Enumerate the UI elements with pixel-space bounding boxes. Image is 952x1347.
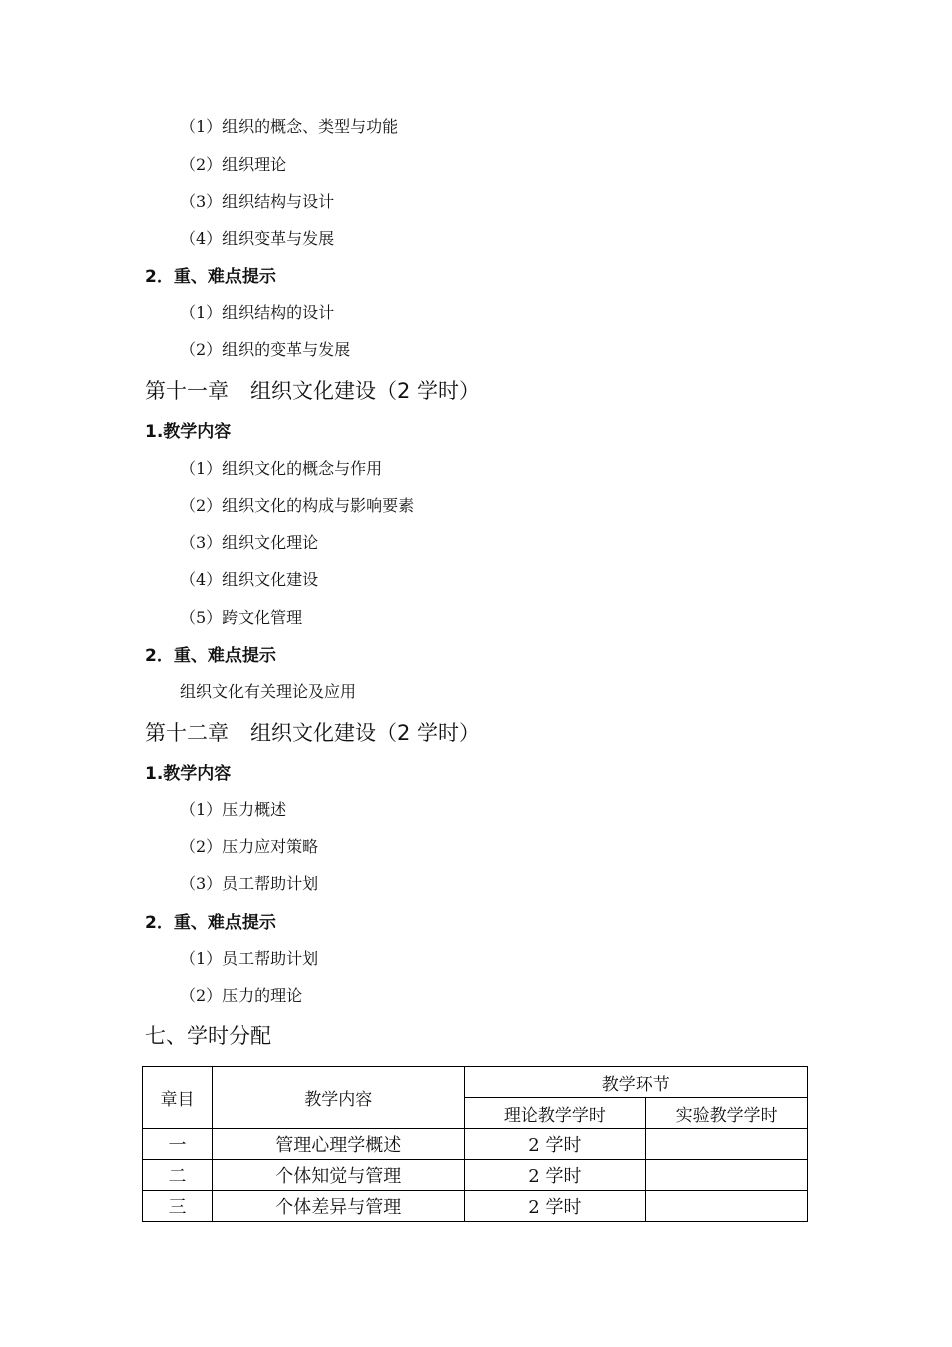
list-item: （1）组织结构的设计 — [180, 303, 335, 322]
section-heading: 1.教学内容 — [145, 422, 232, 442]
chapter-title: 第十一章 组织文化建设（2 学时） — [145, 379, 481, 403]
cell-content: 个体知觉与管理 — [212, 1160, 464, 1191]
section-heading: 2．重、难点提示 — [145, 913, 276, 933]
paragraph: 组织文化有关理论及应用 — [180, 682, 357, 701]
list-item: （2）组织的变革与发展 — [180, 340, 351, 359]
header-teaching-section: 教学环节 — [464, 1067, 808, 1098]
cell-chapter: 二 — [143, 1160, 213, 1191]
header-content: 教学内容 — [212, 1067, 464, 1129]
list-item: （2）压力的理论 — [180, 986, 303, 1005]
cell-chapter: 一 — [143, 1129, 213, 1160]
list-item: （2）组织文化的构成与影响要素 — [180, 496, 415, 515]
list-item: （4）组织文化建设 — [180, 570, 319, 589]
list-item: （1）压力概述 — [180, 800, 287, 819]
cell-chapter: 三 — [143, 1191, 213, 1222]
section-title: 七、学时分配 — [145, 1024, 271, 1048]
list-item: （2）组织理论 — [180, 155, 287, 174]
list-item: （1）组织的概念、类型与功能 — [180, 117, 399, 136]
header-lab-hours: 实验教学学时 — [646, 1098, 808, 1129]
table-row — [143, 1160, 808, 1191]
list-item: （1）员工帮助计划 — [180, 949, 319, 968]
cell-content: 个体差异与管理 — [212, 1191, 464, 1222]
header-chapter: 章目 — [143, 1067, 213, 1129]
cell-lab — [646, 1129, 808, 1160]
header-theory-hours: 理论教学学时 — [464, 1098, 646, 1129]
cell-theory: 2 学时 — [464, 1191, 646, 1222]
table-row — [143, 1129, 808, 1160]
cell-lab — [646, 1160, 808, 1191]
list-item: （5）跨文化管理 — [180, 608, 303, 627]
list-item: （4）组织变革与发展 — [180, 229, 335, 248]
cell-theory: 2 学时 — [464, 1160, 646, 1191]
chapter-title: 第十二章 组织文化建设（2 学时） — [145, 721, 481, 745]
cell-lab — [646, 1191, 808, 1222]
list-item: （1）组织文化的概念与作用 — [180, 459, 383, 478]
cell-theory: 2 学时 — [464, 1129, 646, 1160]
hours-allocation-table — [142, 1066, 808, 1222]
section-heading: 1.教学内容 — [145, 764, 232, 784]
list-item: （3）员工帮助计划 — [180, 874, 319, 893]
section-heading: 2．重、难点提示 — [145, 267, 276, 287]
cell-content: 管理心理学概述 — [212, 1129, 464, 1160]
list-item: （3）组织文化理论 — [180, 533, 319, 552]
section-heading: 2．重、难点提示 — [145, 646, 276, 666]
table-row — [143, 1191, 808, 1222]
table-header-row — [143, 1067, 808, 1098]
list-item: （3）组织结构与设计 — [180, 192, 335, 211]
list-item: （2）压力应对策略 — [180, 837, 319, 856]
